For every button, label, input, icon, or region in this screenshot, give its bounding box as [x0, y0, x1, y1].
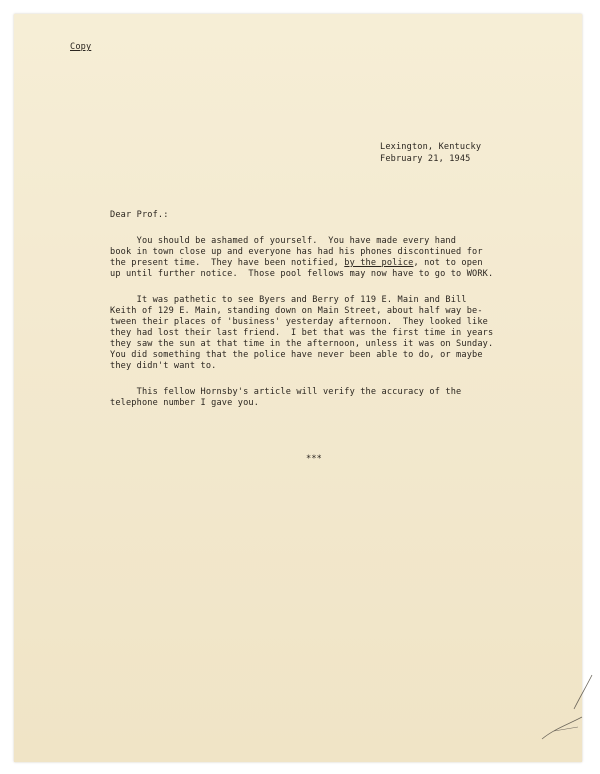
paragraph-1-line-2: book in town close up and everyone has had his phones discontinued for [110, 247, 483, 257]
paragraph-3-line-2: telephone number I gave you. [110, 398, 260, 408]
paragraph-2-line-5: they saw the sun at that time in the afternoon, unless it was on Sunday. [110, 339, 494, 349]
paragraph-2-line-7: they didn't want to. [110, 361, 217, 371]
dateline-date: February 21, 1945 [380, 154, 471, 164]
paragraph-1-line-1: You should be ashamed of yourself. You have made every hand [110, 236, 457, 246]
paragraph-3-line-1: This fellow Hornsby's article will verify the accuracy of the [110, 387, 462, 397]
paragraph-1-line-3-start: the present time. They have been notified, [110, 258, 345, 268]
underlined-phrase: by the police [344, 258, 414, 268]
paragraph-1-line-3-end: , not to open [413, 258, 483, 268]
salutation: Dear Prof.: [110, 210, 169, 220]
pencil-stroke-2 [574, 675, 592, 709]
paragraph-2-line-6: You did something that the police have never been able to do, or maybe [110, 350, 483, 360]
paragraph-2-line-2: Keith of 129 E. Main, standing down on Main Street, about half way be- [110, 306, 483, 316]
pencil-stroke-1 [542, 717, 582, 739]
copy-label: Copy [70, 42, 92, 52]
paragraph-2-line-3: tween their places of 'business' yesterday afternoon. They looked like [110, 317, 488, 327]
paragraph-1-line-3 [110, 258, 483, 269]
closing-mark: *** [306, 454, 322, 464]
dateline-place: Lexington, Kentucky [380, 142, 482, 152]
letter-sheet [14, 14, 582, 762]
paragraph-2-line-4: they had lost their last friend. I bet that was the first time in years [110, 328, 494, 338]
paragraph-1-line-4: up until further notice. Those pool fellows may now have to go to WORK. [110, 269, 494, 279]
paragraph-2-line-1: It was pathetic to see Byers and Berry of 119 E. Main and Bill [110, 295, 467, 305]
pencil-mark [534, 669, 600, 749]
